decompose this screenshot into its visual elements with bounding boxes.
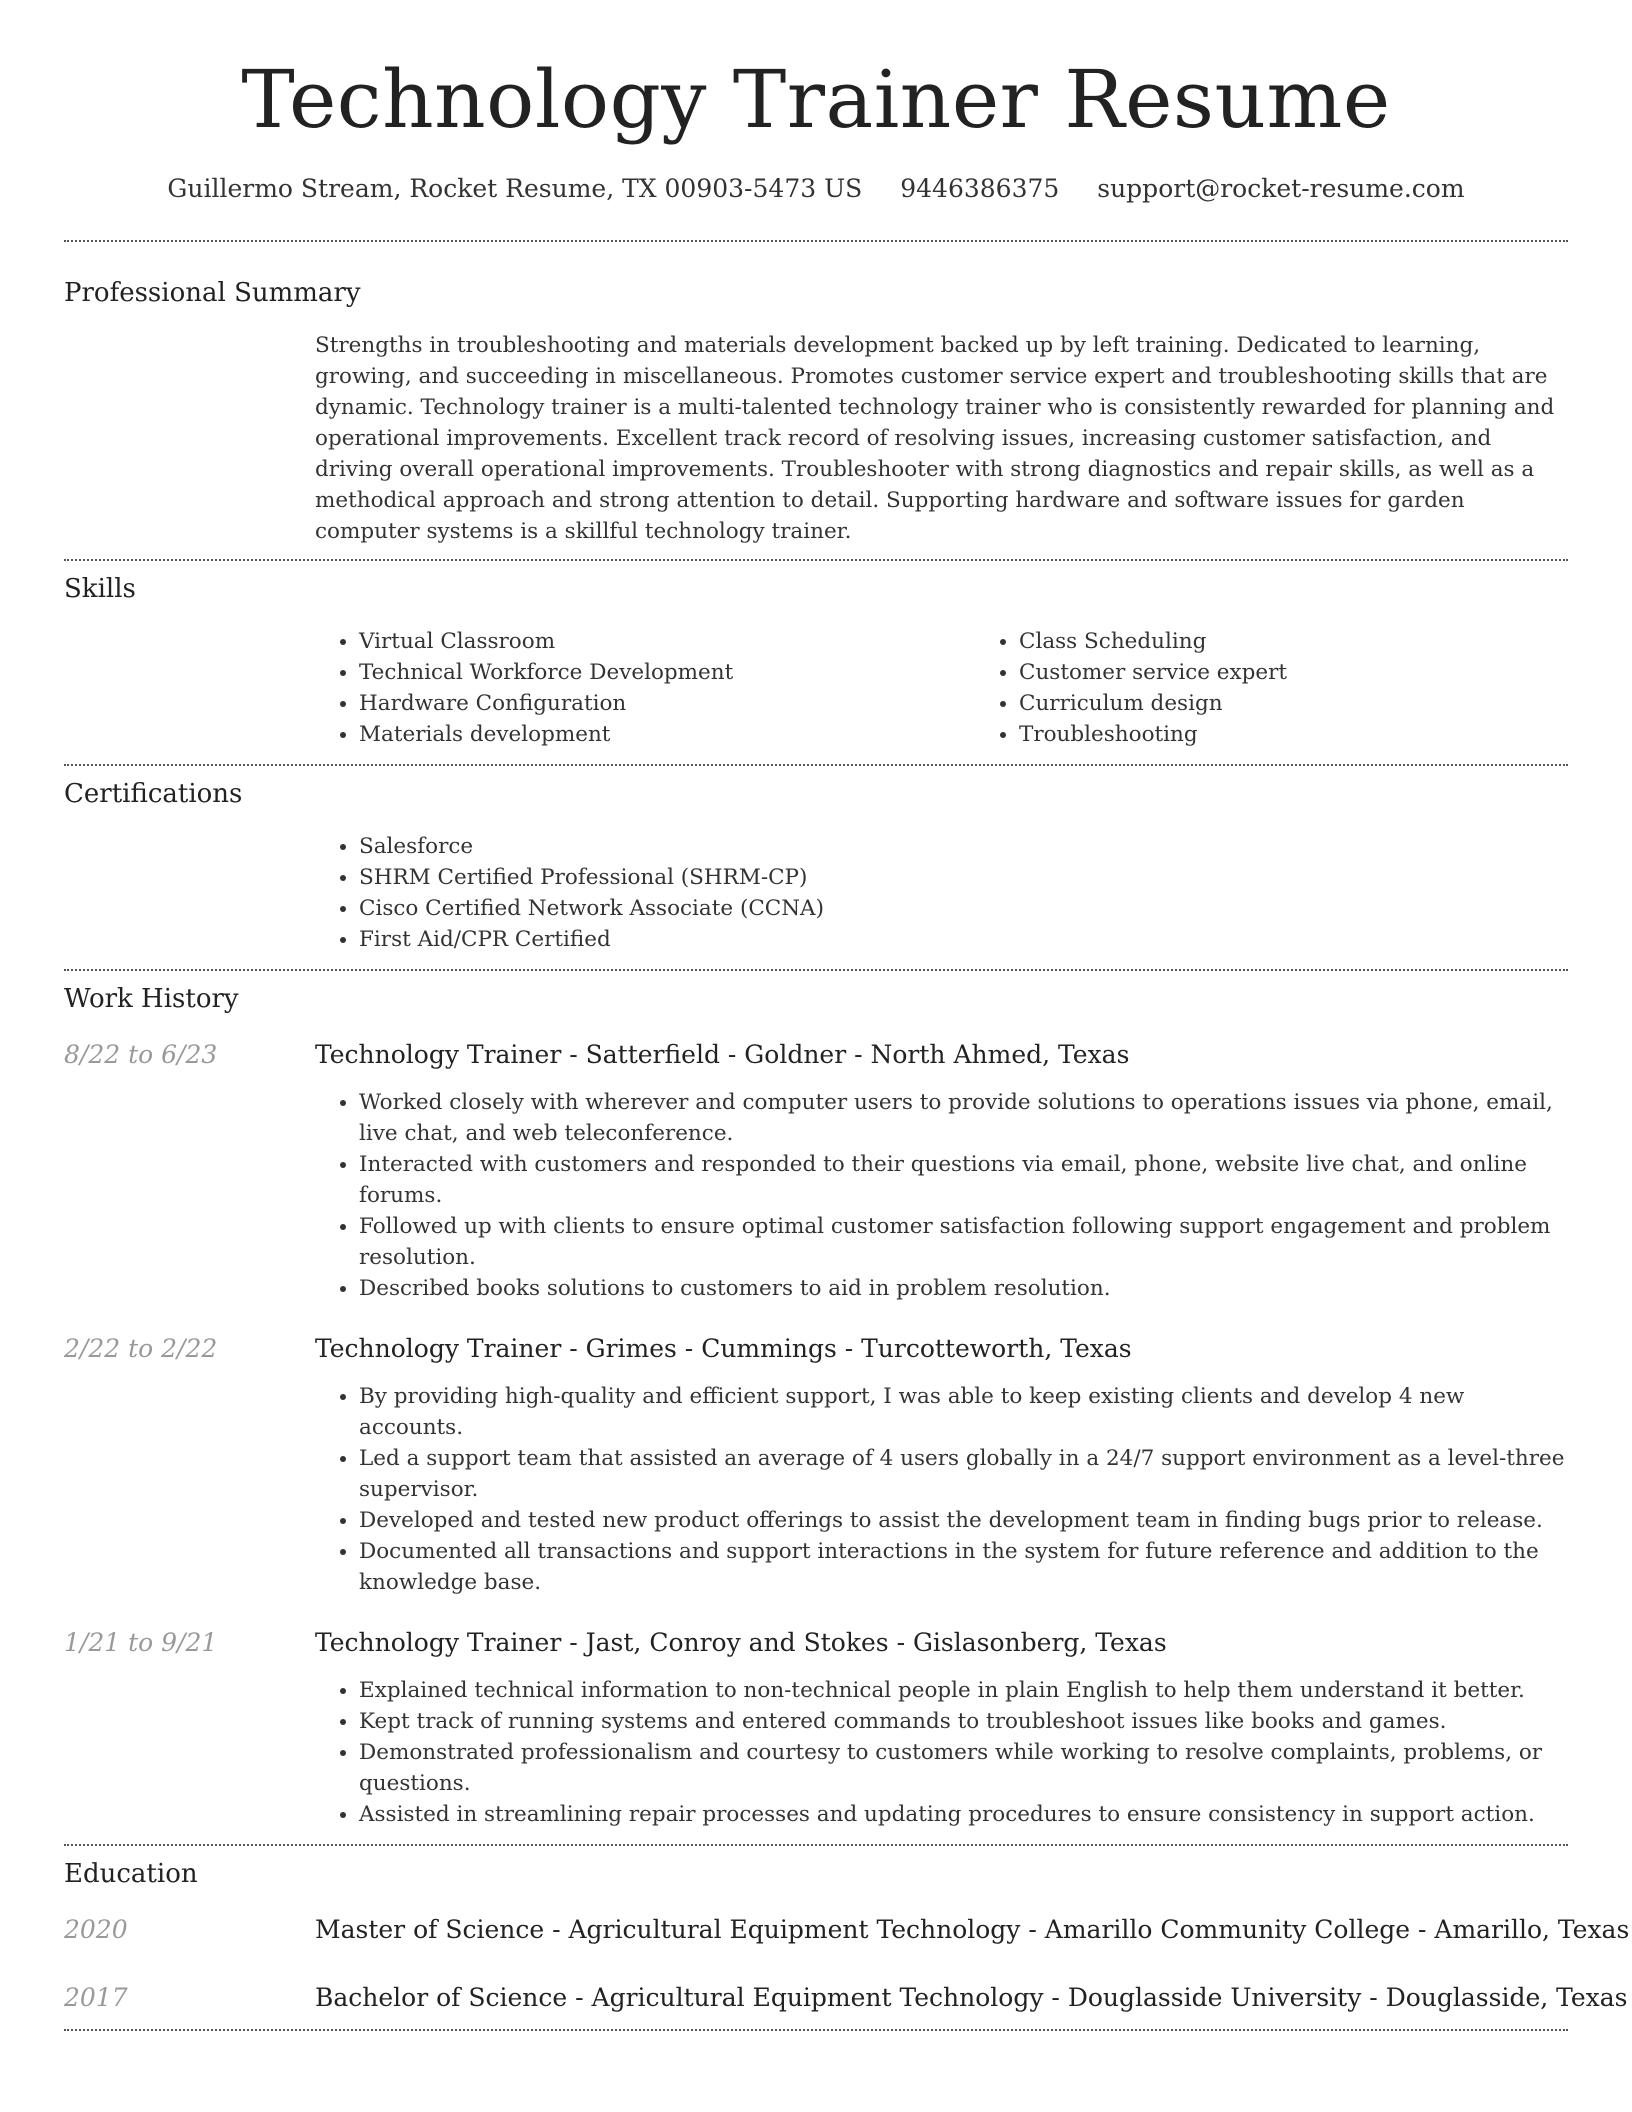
- list-item: • SHRM Certified Professional (SHRM-CP): [359, 862, 1568, 893]
- list-item: • Worked closely with wherever and computer users to provide solutions to operations issues via phone, email, live chat, and web teleconference.: [359, 1087, 1568, 1149]
- contact-email: support@rocket-resume.com: [1097, 174, 1465, 203]
- job-bullets: [315, 1087, 1568, 1304]
- job-title: Technology Trainer - Satterfield - Goldner - North Ahmed, Texas: [315, 1040, 1130, 1069]
- list-item: • Interacted with customers and responded to their questions via email, phone, website live chat, and online forums.: [359, 1149, 1568, 1211]
- job-entry: [64, 1038, 1568, 1304]
- certifications-section: [64, 766, 1568, 955]
- education-entry: [64, 1981, 1628, 2015]
- list-item: • Assisted in streamlining repair processes and updating procedures to ensure consistency in support action.: [359, 1799, 1568, 1830]
- list-item: • Technical Workforce Development: [359, 657, 975, 688]
- work-history-section: [64, 971, 1568, 1830]
- list-item: • Virtual Classroom: [359, 626, 975, 657]
- skills-list-right: [975, 626, 1632, 750]
- job-bullets: [315, 1381, 1568, 1598]
- contact-line: [64, 172, 1568, 206]
- job-dates: 8/22 to 6/23: [64, 1040, 218, 1069]
- contact-address: Guillermo Stream, Rocket Resume, TX 00903-5473 US: [167, 174, 863, 203]
- section-heading-work-history: Work History: [64, 984, 239, 1014]
- education-entry: [64, 1913, 1630, 1947]
- job-dates: 2/22 to 2/22: [64, 1334, 218, 1363]
- list-item: • Curriculum design: [1019, 688, 1632, 719]
- section-heading-summary: Professional Summary: [64, 278, 361, 308]
- certifications-list: [315, 831, 1568, 955]
- education-title: Master of Science - Agricultural Equipment Technology - Amarillo Community College - Amarillo, Texas: [315, 1915, 1630, 1944]
- list-item: • Hardware Configuration: [359, 688, 975, 719]
- skills-list-left: [315, 626, 975, 750]
- job-bullets: [315, 1675, 1568, 1830]
- section-divider: [64, 2029, 1568, 2031]
- job-entry: [64, 1332, 1568, 1598]
- list-item: • Salesforce: [359, 831, 1568, 862]
- summary-text: Strengths in troubleshooting and materials development backed up by left training. Dedicated to learning, growing, and succeeding in miscellaneous. Promotes customer service expert and troubleshooting skills that are dynamic. Technology trainer is a multi-talented technology trainer who is consistently rewarded for planning and operational improvements. Excellent track record of resolving issues, increasing customer satisfaction, and driving overall operational improvements. Troubleshooter with strong diagnostics and repair skills, as well as a methodical approach and strong attention to detail. Supporting hardware and software issues for garden computer systems is a skillful technology trainer.: [315, 333, 1555, 544]
- education-section: [64, 1846, 1630, 2015]
- list-item: • By providing high-quality and efficient support, I was able to keep existing clients and develop 4 new accounts.: [359, 1381, 1568, 1443]
- list-item: • Led a support team that assisted an average of 4 users globally in a 24/7 support environment as a level-three supervisor.: [359, 1443, 1568, 1505]
- list-item: • Developed and tested new product offerings to assist the development team in finding bugs prior to release.: [359, 1505, 1568, 1536]
- list-item: • Class Scheduling: [1019, 626, 1632, 657]
- list-item: • Cisco Certified Network Associate (CCNA): [359, 893, 1568, 924]
- list-item: • Explained technical information to non-technical people in plain English to help them understand it better.: [359, 1675, 1568, 1706]
- list-item: • Troubleshooting: [1019, 719, 1632, 750]
- list-item: • Kept track of running systems and entered commands to troubleshoot issues like books and games.: [359, 1706, 1568, 1737]
- contact-phone: 9446386375: [900, 174, 1060, 203]
- job-title: Technology Trainer - Grimes - Cummings - Turcotteworth, Texas: [315, 1334, 1132, 1363]
- section-heading-education: Education: [64, 1859, 198, 1889]
- list-item: • First Aid/CPR Certified: [359, 924, 1568, 955]
- education-title: Bachelor of Science - Agricultural Equipment Technology - Douglasside University - Douglasside, Texas: [315, 1983, 1628, 2012]
- list-item: • Customer service expert: [1019, 657, 1632, 688]
- list-item: • Demonstrated professionalism and courtesy to customers while working to resolve complaints, problems, or questions.: [359, 1737, 1568, 1799]
- education-year: 2017: [64, 1983, 128, 2012]
- skills-section: [64, 561, 1568, 750]
- list-item: • Documented all transactions and support interactions in the system for future reference and addition to the knowledge base.: [359, 1536, 1568, 1598]
- section-heading-skills: Skills: [64, 574, 136, 604]
- job-title: Technology Trainer - Jast, Conroy and Stokes - Gislasonberg, Texas: [315, 1628, 1167, 1657]
- education-year: 2020: [64, 1915, 128, 1944]
- job-entry: [64, 1626, 1568, 1830]
- list-item: • Followed up with clients to ensure optimal customer satisfaction following support engagement and problem resolution.: [359, 1211, 1568, 1273]
- list-item: • Described books solutions to customers to aid in problem resolution.: [359, 1273, 1568, 1304]
- resume-title: Technology Trainer Resume: [241, 53, 1391, 146]
- summary-section: [64, 242, 1568, 547]
- list-item: • Materials development: [359, 719, 975, 750]
- job-dates: 1/21 to 9/21: [64, 1628, 218, 1657]
- section-heading-certifications: Certifications: [64, 779, 243, 809]
